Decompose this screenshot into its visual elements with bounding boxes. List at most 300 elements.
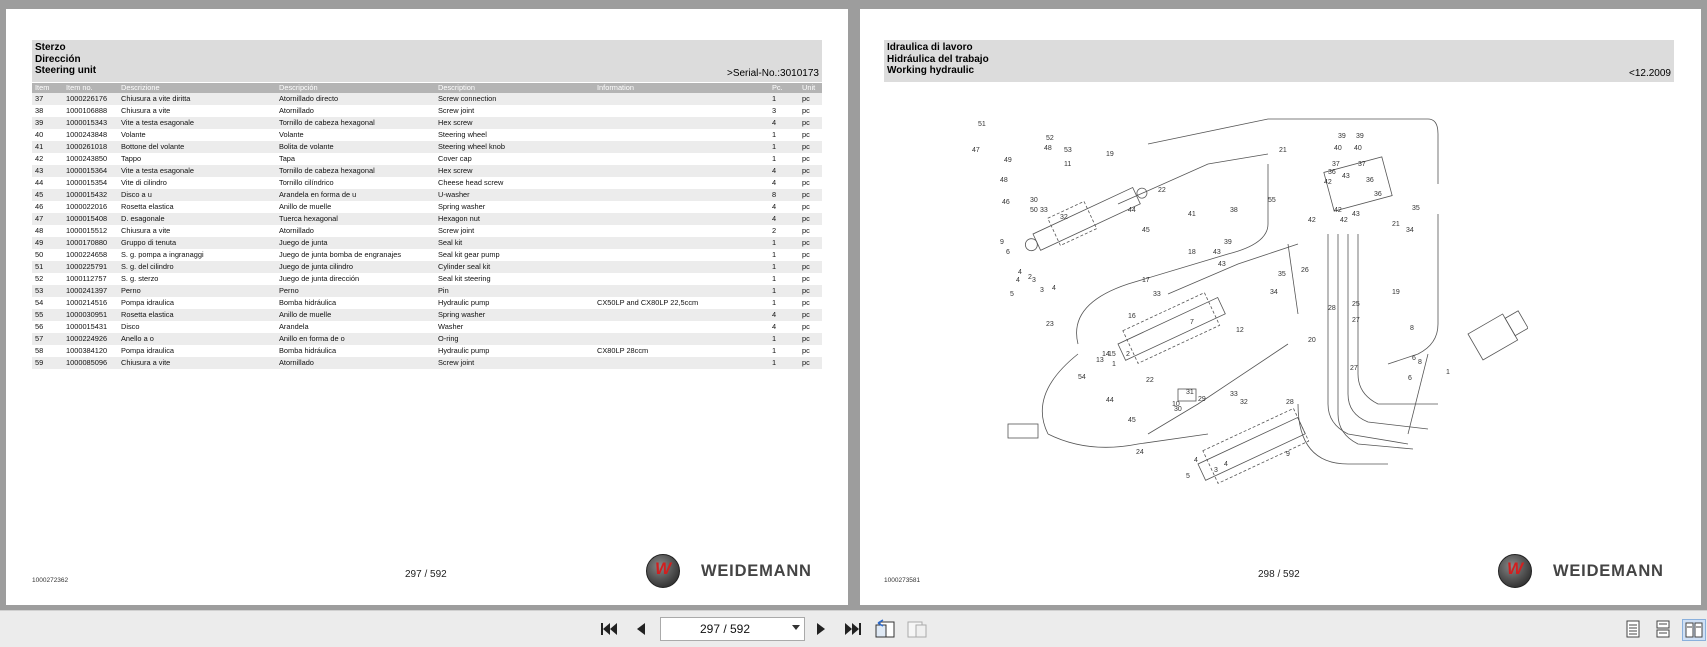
table-cell: Anello a o <box>118 333 276 345</box>
column-header: Information <box>594 83 769 93</box>
diagram-callout: 36 <box>1328 169 1336 176</box>
table-cell: 4 <box>769 213 799 225</box>
page-298 <box>860 9 1701 605</box>
table-cell: Atornillado <box>276 105 435 117</box>
logo-brand-text: WEIDEMANN <box>1553 562 1664 580</box>
chevron-down-icon <box>792 625 800 630</box>
table-cell: 1 <box>769 357 799 369</box>
diagram-callout: 24 <box>1136 449 1144 456</box>
diagram-callout: 14 <box>1102 351 1110 358</box>
diagram-callout: 16 <box>1128 313 1136 320</box>
table-cell: 1 <box>769 297 799 309</box>
table-cell: Juego de junta dirección <box>276 273 435 285</box>
diagram-callout: 3 <box>1032 277 1036 284</box>
diagram-callout: 42 <box>1324 179 1332 186</box>
table-cell: 1000224658 <box>63 249 118 261</box>
table-cell: 1000015354 <box>63 177 118 189</box>
header-title-it: Sterzo <box>35 42 66 53</box>
table-cell: Screw joint <box>435 225 594 237</box>
table-cell: 1000015343 <box>63 117 118 129</box>
table-cell: D. esagonale <box>118 213 276 225</box>
diagram-callout: 11 <box>1064 161 1072 168</box>
table-cell: Arandela en forma de u <box>276 189 435 201</box>
diagram-callout: 35 <box>1412 205 1420 212</box>
table-cell: Perno <box>276 285 435 297</box>
table-cell: 55 <box>32 309 63 321</box>
table-cell: 2 <box>769 225 799 237</box>
table-cell: Tornillo de cabeza hexagonal <box>276 165 435 177</box>
table-cell: Perno <box>118 285 276 297</box>
table-cell: Anillo de muelle <box>276 309 435 321</box>
table-cell: 44 <box>32 177 63 189</box>
table-cell: Hydraulic pump <box>435 297 594 309</box>
diagram-callout: 31 <box>1186 389 1194 396</box>
table-cell: 1 <box>769 333 799 345</box>
diagram-callout: 34 <box>1270 289 1278 296</box>
table-cell: pc <box>799 213 822 225</box>
table-cell: 1000112757 <box>63 273 118 285</box>
table-cell: 1000261018 <box>63 141 118 153</box>
table-cell: pc <box>799 321 822 333</box>
table-cell: Vite di cilindro <box>118 177 276 189</box>
table-cell: 40 <box>32 129 63 141</box>
column-header: Description <box>435 83 594 93</box>
table-row <box>32 213 822 225</box>
table-cell: Rosetta elastica <box>118 309 276 321</box>
diagram-callout: 2 <box>1126 351 1130 358</box>
diagram-callout: 33 <box>1230 391 1238 398</box>
table-cell: S. g. sterzo <box>118 273 276 285</box>
table-cell: 1 <box>769 261 799 273</box>
first-page-icon[interactable] <box>598 619 620 639</box>
table-row <box>32 93 822 105</box>
table-cell: 1000106888 <box>63 105 118 117</box>
table-cell: Tuerca hexagonal <box>276 213 435 225</box>
table-cell: Disco <box>118 321 276 333</box>
table-cell: Hex screw <box>435 165 594 177</box>
table-cell: pc <box>799 273 822 285</box>
table-cell: 1000170880 <box>63 237 118 249</box>
diagram-callout: 37 <box>1332 161 1340 168</box>
table-cell: 1000015408 <box>63 213 118 225</box>
table-cell: Screw connection <box>435 93 594 105</box>
diagram-callout: 15 <box>1108 351 1116 358</box>
diagram-callout: 13 <box>1096 357 1104 364</box>
table-cell: 1000243850 <box>63 153 118 165</box>
header-title-es: Hidráulica del trabajo <box>887 54 989 65</box>
table-cell: 52 <box>32 273 63 285</box>
diagram-callout: 9 <box>1000 239 1004 246</box>
diagram-callout: 17 <box>1142 277 1150 284</box>
diagram-callout: 27 <box>1350 365 1358 372</box>
column-header: Item no. <box>63 83 118 93</box>
table-cell <box>594 165 769 177</box>
table-cell: U-washer <box>435 189 594 201</box>
diagram-callout: 53 <box>1064 147 1072 154</box>
diagram-callout: 22 <box>1158 187 1166 194</box>
diagram-callout: 28 <box>1286 399 1294 406</box>
diagram-callout: 41 <box>1188 211 1196 218</box>
table-cell: Pompa idraulica <box>118 297 276 309</box>
table-cell <box>594 261 769 273</box>
table-cell: Disco a u <box>118 189 276 201</box>
table-cell: Volante <box>276 129 435 141</box>
table-cell: Anillo de muelle <box>276 201 435 213</box>
diagram-callout: 8 <box>1418 359 1422 366</box>
diagram-callout: 4 <box>1018 269 1022 276</box>
table-cell: 1 <box>769 129 799 141</box>
table-cell: 4 <box>769 309 799 321</box>
table-cell: pc <box>799 261 822 273</box>
diagram-callout: 46 <box>1002 199 1010 206</box>
column-header: Descrizione <box>118 83 276 93</box>
table-cell: Volante <box>118 129 276 141</box>
table-cell: Screw joint <box>435 357 594 369</box>
back-view-icon[interactable] <box>874 619 896 639</box>
weidemann-logo <box>1498 552 1678 592</box>
table-cell: pc <box>799 129 822 141</box>
table-cell: pc <box>799 225 822 237</box>
table-cell: 4 <box>769 165 799 177</box>
diagram-callout: 43 <box>1352 211 1360 218</box>
table-cell: Hexagon nut <box>435 213 594 225</box>
table-cell: 1 <box>769 345 799 357</box>
diagram-callout: 42 <box>1308 217 1316 224</box>
table-row <box>32 249 822 261</box>
diagram-callout: 3 <box>1040 287 1044 294</box>
forward-view-icon[interactable] <box>906 619 928 639</box>
header-title-en: Steering unit <box>35 65 97 76</box>
table-cell: CX80LP 28ccm <box>594 345 769 357</box>
table-cell: 50 <box>32 249 63 261</box>
table-cell: Anillo en forma de o <box>276 333 435 345</box>
table-cell <box>594 321 769 333</box>
table-cell: 3 <box>769 105 799 117</box>
diagram-callout: 51 <box>978 121 986 128</box>
table-cell: 8 <box>769 189 799 201</box>
table-row <box>32 237 822 249</box>
table-cell: pc <box>799 141 822 153</box>
continuous-icon[interactable] <box>1652 619 1674 639</box>
hydraulic-diagram <box>968 104 1528 524</box>
table-row <box>32 297 822 309</box>
table-cell: Atornillado <box>276 225 435 237</box>
table-cell: Juego de junta <box>276 237 435 249</box>
table-cell: Bomba hidráulica <box>276 345 435 357</box>
diagram-callout: 54 <box>1078 374 1086 381</box>
single-page-icon[interactable] <box>1622 619 1644 639</box>
page-selector[interactable] <box>660 617 805 641</box>
table-cell: Hydraulic pump <box>435 345 594 357</box>
table-cell <box>594 153 769 165</box>
table-cell: 37 <box>32 93 63 105</box>
table-row <box>32 321 822 333</box>
table-cell: pc <box>799 249 822 261</box>
table-cell: 1 <box>769 141 799 153</box>
diagram-callout: 33 <box>1153 291 1161 298</box>
weidemann-logo <box>646 552 826 592</box>
table-cell: 1000030951 <box>63 309 118 321</box>
table-header-row <box>32 83 822 93</box>
table-cell: 4 <box>769 321 799 333</box>
table-row <box>32 285 822 297</box>
column-header: Unit <box>799 83 822 93</box>
diagram-callout: 49 <box>1004 157 1012 164</box>
table-cell: 1000022016 <box>63 201 118 213</box>
diagram-callout: 28 <box>1328 305 1336 312</box>
cylinder-left <box>1019 176 1152 259</box>
table-cell: 57 <box>32 333 63 345</box>
table-cell <box>594 273 769 285</box>
table-cell: Spring washer <box>435 201 594 213</box>
diagram-callout: 50 <box>1030 207 1038 214</box>
diagram-callout: 25 <box>1352 301 1360 308</box>
diagram-callout: 8 <box>1410 325 1414 332</box>
table-cell <box>594 189 769 201</box>
diagram-callout: 39 <box>1356 133 1364 140</box>
table-cell: 1000085096 <box>63 357 118 369</box>
table-cell: Juego de junta bomba de engranajes <box>276 249 435 261</box>
table-cell: Pompa idraulica <box>118 345 276 357</box>
table-row <box>32 117 822 129</box>
table-cell: pc <box>799 237 822 249</box>
diagram-callout: 43 <box>1342 173 1350 180</box>
table-row <box>32 309 822 321</box>
table-cell: 1 <box>769 249 799 261</box>
table-cell: S. g. pompa a ingranaggi <box>118 249 276 261</box>
table-cell <box>594 129 769 141</box>
table-cell: Atornillado directo <box>276 93 435 105</box>
table-cell: 1000224926 <box>63 333 118 345</box>
serial-number: >Serial-No.:3010173 <box>726 68 819 79</box>
serial-range: <12.2009 <box>1629 68 1671 79</box>
table-cell: 1000015512 <box>63 225 118 237</box>
table-cell: Washer <box>435 321 594 333</box>
page-number: 297 / 592 <box>405 569 447 580</box>
table-cell: 58 <box>32 345 63 357</box>
cylinder-middle <box>1114 288 1229 367</box>
table-cell: CX50LP and CX80LP 22,5ccm <box>594 297 769 309</box>
table-cell: Seal kit <box>435 237 594 249</box>
diagram-callout: 44 <box>1128 207 1136 214</box>
table-cell: Spring washer <box>435 309 594 321</box>
table-cell: pc <box>799 189 822 201</box>
table-cell: pc <box>799 285 822 297</box>
table-cell: Cover cap <box>435 153 594 165</box>
table-cell: Bomba hidráulica <box>276 297 435 309</box>
table-cell <box>594 285 769 297</box>
diagram-callout: 40 <box>1354 145 1362 152</box>
table-cell: 4 <box>769 201 799 213</box>
table-row <box>32 345 822 357</box>
cylinder-bottom <box>1194 408 1309 487</box>
diagram-callout: 44 <box>1106 397 1114 404</box>
diagram-callout: 1 <box>1112 361 1116 368</box>
table-cell: Steering wheel <box>435 129 594 141</box>
table-cell <box>594 201 769 213</box>
table-cell: pc <box>799 309 822 321</box>
diagram-callout: 55 <box>1268 197 1276 204</box>
diagram-callout: 6 <box>1412 355 1416 362</box>
table-row <box>32 201 822 213</box>
logo-emblem <box>646 554 680 588</box>
last-page-icon[interactable] <box>842 619 864 639</box>
diagram-callout: 6 <box>1408 375 1412 382</box>
table-cell: pc <box>799 105 822 117</box>
diagram-callout: 9 <box>1286 451 1290 458</box>
diagram-callout: 4 <box>1194 457 1198 464</box>
table-cell <box>594 333 769 345</box>
diagram-callout: 10 <box>1172 401 1180 408</box>
table-cell: Chiusura a vite <box>118 225 276 237</box>
parts-table <box>32 83 822 369</box>
diagram-callout: 23 <box>1046 321 1054 328</box>
table-row <box>32 333 822 345</box>
table-cell: pc <box>799 357 822 369</box>
table-cell: 49 <box>32 237 63 249</box>
diagram-callout: 21 <box>1279 147 1287 154</box>
two-page-icon[interactable] <box>1682 619 1706 641</box>
diagram-callout: 34 <box>1406 227 1414 234</box>
next-page-icon[interactable] <box>810 619 832 639</box>
table-cell: O-ring <box>435 333 594 345</box>
table-cell: 1 <box>769 273 799 285</box>
table-cell <box>594 141 769 153</box>
column-header: Pc. <box>769 83 799 93</box>
diagram-callout: 22 <box>1146 377 1154 384</box>
diagram-callout: 39 <box>1224 239 1232 246</box>
table-cell: 1000225791 <box>63 261 118 273</box>
table-cell: pc <box>799 165 822 177</box>
diagram-callout: 3 <box>1214 467 1218 474</box>
table-cell: Atornillado <box>276 357 435 369</box>
table-cell <box>594 177 769 189</box>
diagram-callout: 37 <box>1358 161 1366 168</box>
column-header: Descripción <box>276 83 435 93</box>
table-cell: pc <box>799 201 822 213</box>
diagram-callout: 30 <box>1174 406 1182 413</box>
table-cell: 1000015364 <box>63 165 118 177</box>
table-cell: 1000226176 <box>63 93 118 105</box>
logo-letter: W <box>1506 559 1524 578</box>
diagram-callout: 39 <box>1338 133 1346 140</box>
diagram-callout: 42 <box>1334 207 1342 214</box>
diagram-callout: 48 <box>1044 145 1052 152</box>
table-cell <box>594 237 769 249</box>
table-cell: Screw joint <box>435 105 594 117</box>
table-cell: 1000214516 <box>63 297 118 309</box>
table-cell: Cylinder seal kit <box>435 261 594 273</box>
logo-letter: W <box>654 559 672 578</box>
table-row <box>32 105 822 117</box>
table-cell <box>594 309 769 321</box>
table-cell: Pin <box>435 285 594 297</box>
table-cell: 59 <box>32 357 63 369</box>
table-cell: 53 <box>32 285 63 297</box>
table-cell: Hex screw <box>435 117 594 129</box>
table-cell: Cheese head screw <box>435 177 594 189</box>
table-cell: 51 <box>32 261 63 273</box>
diagram-callout: 26 <box>1301 267 1309 274</box>
diagram-callout: 5 <box>1010 291 1014 298</box>
table-cell: 48 <box>32 225 63 237</box>
table-row <box>32 165 822 177</box>
table-cell <box>594 249 769 261</box>
table-cell: Vite a testa esagonale <box>118 165 276 177</box>
table-cell: Steering wheel knob <box>435 141 594 153</box>
table-cell: Bolita de volante <box>276 141 435 153</box>
diagram-callout: 21 <box>1392 221 1400 228</box>
table-cell: 42 <box>32 153 63 165</box>
diagram-callout: 18 <box>1188 249 1196 256</box>
table-cell: 43 <box>32 165 63 177</box>
table-cell: Chiusura a vite diritta <box>118 93 276 105</box>
diagram-callout: 1 <box>1446 369 1450 376</box>
table-cell: 38 <box>32 105 63 117</box>
table-cell: pc <box>799 345 822 357</box>
table-cell: 39 <box>32 117 63 129</box>
table-cell <box>594 225 769 237</box>
table-row <box>32 153 822 165</box>
column-header: Item <box>32 83 63 93</box>
table-row <box>32 129 822 141</box>
diagram-callout: 45 <box>1128 417 1136 424</box>
diagram-callout: 19 <box>1106 151 1114 158</box>
diagram-callout: 38 <box>1230 207 1238 214</box>
prev-page-icon[interactable] <box>630 619 652 639</box>
table-cell: pc <box>799 117 822 129</box>
diagram-callout: 36 <box>1374 191 1382 198</box>
navigation-toolbar <box>0 610 1707 647</box>
page-header <box>32 40 822 82</box>
diagram-callout: 35 <box>1278 271 1286 278</box>
table-cell: pc <box>799 93 822 105</box>
table-cell: Seal kit gear pump <box>435 249 594 261</box>
table-cell: Gruppo di tenuta <box>118 237 276 249</box>
document-number: 1000273581 <box>884 577 921 584</box>
table-cell: 1 <box>769 237 799 249</box>
table-cell <box>594 105 769 117</box>
table-row <box>32 357 822 369</box>
page-number: 298 / 592 <box>1258 569 1300 580</box>
table-cell: Tornillo de cabeza hexagonal <box>276 117 435 129</box>
diagram-callout: 4 <box>1224 461 1228 468</box>
table-cell: pc <box>799 177 822 189</box>
table-cell: Bottone del volante <box>118 141 276 153</box>
diagram-callout: 48 <box>1000 177 1008 184</box>
table-cell: Tapa <box>276 153 435 165</box>
table-cell: 1 <box>769 153 799 165</box>
diagram-callout: 33 <box>1040 207 1048 214</box>
table-cell: 54 <box>32 297 63 309</box>
table-cell: Juego de junta cilindro <box>276 261 435 273</box>
table-cell: Chiusura a vite <box>118 105 276 117</box>
table-cell: 41 <box>32 141 63 153</box>
diagram-callout: 12 <box>1236 327 1244 334</box>
diagram-callout: 20 <box>1308 337 1316 344</box>
table-cell <box>594 93 769 105</box>
document-number: 1000272362 <box>32 577 69 584</box>
table-cell: Tappo <box>118 153 276 165</box>
diagram-callout: 43 <box>1213 249 1221 256</box>
table-cell <box>594 117 769 129</box>
table-cell: 1000015432 <box>63 189 118 201</box>
table-cell: 1000243848 <box>63 129 118 141</box>
table-row <box>32 141 822 153</box>
table-cell: Seal kit steering <box>435 273 594 285</box>
table-cell: pc <box>799 333 822 345</box>
diagram-callout: 47 <box>972 147 980 154</box>
